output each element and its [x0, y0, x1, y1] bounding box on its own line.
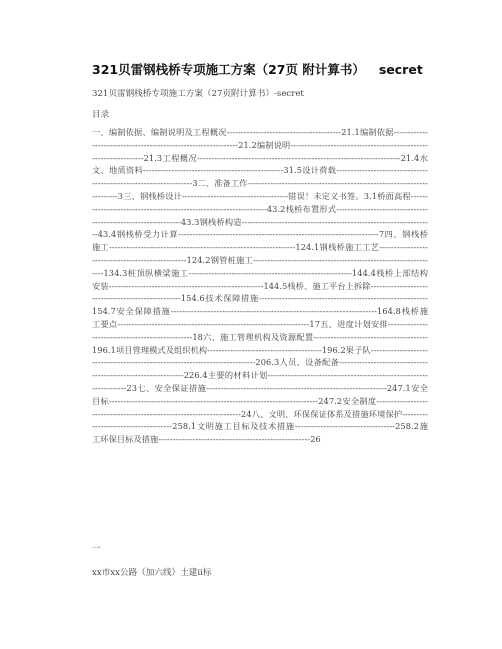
table-of-contents: 一、编制依据、编制说明及工程概况----------------------------------------21.1编制依据---------------------------------------------------------------21.2编制说明------------------------------------------------------------------21.3工程概况-----------------------------------------------------------------------21.4水文、地质资料-------------------------------------------------31.5设计荷载-------------------------------------------------------------------3二、准备工作------------------------------------------------------------------------3三、钢栈桥设计-------------------------------------错误！未定义书签。3.1桥面高程-------------------------------------------------------------------43.2栈桥布置形式---------------------------------------------------------------43.3钢栈桥构造-------------------------------------------------------------------43.4钢栈桥受力计算----------------------------------------------------------------------7四、钢栈桥施工-----------------------------------------------------------------124.1钢栈桥施工工艺--------------------------------------------------124.2钢管桩施工-----------------------------------------------------------------134.3桩顶纵横梁施工---------------------------------------------------------144.4栈桥上部结构安装------------------------------------------------------144.5栈桥、施工平台上拆除---------------------------------------------------154.6技术保障措施-----------------------------------------------------------154.7安全保障措施------------------------------------------------------------------------164.8栈桥施工要点-------------------------------------------------------------------17五、进度计划安排-------------------------------------------------18六、施工管理机构及资源配置----------------------------------------196.1项目管理模式及组织机构----------------------------------------196.2果子队-----------------------------------------------------------------------------206.3人员、设备配备---------------------------------------------------------------226.4主要的材料计划--------------------------------------------------------------------23七、安全保证措施---------------------------------------------------------------247.1安全目标-------------------------------------------------------------------------247.2安全制度----------------------------------------------------------------------24八、文明、环保保证体系及措施环境保护-------------------------------------258.1文明施工目标及技术措施-----------------------------------258.2施工环保目标及措施-----------------------------------------------------26 — [92, 127, 428, 445]
document-subtitle: 321贝雷钢栈桥专项施工方案（27页附计算书）-secret — [92, 89, 304, 99]
document-title-tag: secret — [378, 62, 423, 77]
section-mark: 一 — [92, 544, 101, 554]
toc-heading: 目录 — [92, 110, 110, 120]
document-title — [92, 60, 492, 78]
document-title-text: 321贝雷钢栈桥专项施工方案（27页 附计算书） — [92, 62, 365, 77]
project-line: xx市xx公路（加六线）土建ii标 — [92, 568, 212, 578]
